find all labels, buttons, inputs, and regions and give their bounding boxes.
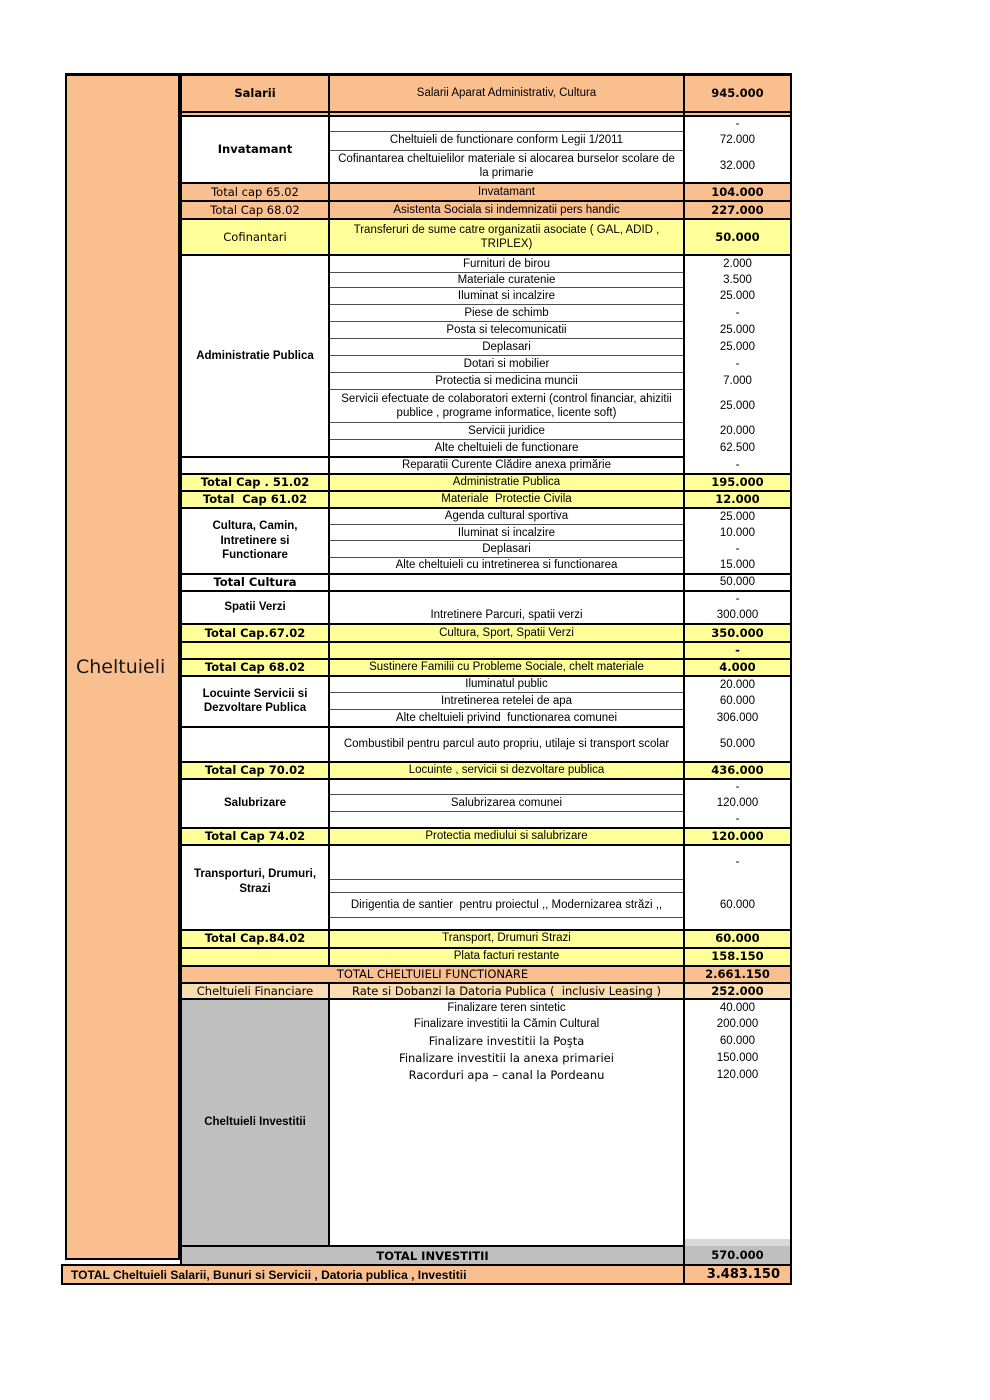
cell-desc: Rate si Dobanzi la Datoria Publica ( inclusiv Leasing ) <box>329 983 684 1000</box>
row-cofinantari <box>181 219 791 255</box>
cell-desc: Servicii juridice <box>329 423 684 440</box>
cell-desc: Salubrizarea comunei <box>329 795 684 812</box>
row-total-cap-5102 <box>181 474 791 491</box>
cell-label <box>181 457 329 474</box>
cell-value: 20.000 <box>684 423 791 440</box>
cell-desc: Posta si telecomunicatii <box>329 322 684 339</box>
cell-desc: Materiale curatenie <box>329 272 684 288</box>
row-total-cultura <box>181 574 791 591</box>
cell-value: 25.000 <box>684 390 791 423</box>
row-salubrizare-0 <box>181 779 791 795</box>
cell-value: - <box>684 457 791 474</box>
cell-desc: Deplasari <box>329 339 684 356</box>
cell-desc: Locuinte , servicii si dezvoltare publica <box>329 762 684 779</box>
cell-value: 350.000 <box>684 624 791 642</box>
cell-desc: Furnituri de birou <box>329 255 684 272</box>
cell-value: - <box>684 305 791 322</box>
cell-desc: Finalizare investitii la Cămin Cultural <box>329 1016 684 1033</box>
cell-value: 104.000 <box>684 183 791 201</box>
cell-value: - <box>684 356 791 373</box>
cell-value: 120.000 <box>684 795 791 812</box>
cell-desc: Dirigentia de santier pentru proiectul ,, Modernizarea străzi ,, <box>329 893 684 918</box>
row-salarii <box>181 75 791 112</box>
cell-value <box>684 1084 791 1239</box>
cell-value: 7.000 <box>684 373 791 390</box>
row-chelt-financiare <box>181 983 791 1000</box>
cell-section-label: Cultura, Camin, Intretinere si Functionare <box>181 508 329 574</box>
cell-value: 50.000 <box>684 574 791 591</box>
cell-label <box>181 642 329 659</box>
cell-desc: Finalizare investitii la anexa primariei <box>329 1050 684 1067</box>
expense-category-band <box>65 73 180 1260</box>
budget-table <box>180 73 792 1267</box>
cell-section-label: Salubrizare <box>181 779 329 828</box>
cell-label: Total Cap 61.02 <box>181 491 329 508</box>
cell-desc: Asistenta Sociala si indemnizatii pers handic <box>329 201 684 219</box>
cell-label: Total Cultura <box>181 574 329 591</box>
cell-value: 60.000 <box>684 893 791 918</box>
row-total-cap-7402 <box>181 828 791 845</box>
cell-label: Total Cap 68.02 <box>181 659 329 676</box>
cell-value <box>684 918 791 930</box>
row-empty-yellow <box>181 642 791 659</box>
cell-desc: Alte cheltuieli cu intretinerea si functionarea <box>329 558 684 574</box>
cell-desc: Alte cheltuieli privind functionarea comunei <box>329 710 684 727</box>
cell-desc: Deplasari <box>329 541 684 558</box>
grand-total-value: 3.483.150 <box>683 1266 790 1283</box>
cell-label: Total Cap.84.02 <box>181 930 329 948</box>
cell-desc: Protectia si medicina muncii <box>329 373 684 390</box>
cell-desc: Finalizare investitii la Poşta <box>329 1033 684 1050</box>
cell-value: 158.150 <box>684 948 791 966</box>
cell-section-label: Administratie Publica <box>181 255 329 457</box>
cell-desc <box>329 918 684 930</box>
cell-desc: Combustibil pentru parcul auto propriu, utilaje si transport scolar <box>329 727 684 762</box>
cell-label: Total Cap 74.02 <box>181 828 329 845</box>
cell-value: 32.000 <box>684 150 791 183</box>
cell-label <box>181 727 329 762</box>
cell-desc <box>329 1239 684 1246</box>
cell-desc: Sustinere Familii cu Probleme Sociale, chelt materiale <box>329 659 684 676</box>
cell-value: - <box>684 591 791 607</box>
cell-section-label: Spatii Verzi <box>181 591 329 624</box>
cell-value: 2.661.150 <box>684 966 791 983</box>
cell-label: Total Cap.67.02 <box>181 624 329 642</box>
cell-desc: Racorduri apa – canal la Pordeanu <box>329 1067 684 1084</box>
cell-desc: Iluminat si incalzire <box>329 288 684 305</box>
cell-value: 25.000 <box>684 288 791 305</box>
cell-value: 50.000 <box>684 727 791 762</box>
row-cultura-0 <box>181 508 791 525</box>
cell-label: Salarii <box>181 75 329 112</box>
grand-total-label: TOTAL Cheltuieli Salarii, Bunuri si Servicii , Datoria publica , Investitii <box>71 1267 467 1282</box>
row-empty-white <box>181 918 791 930</box>
row-transporturi-0 <box>181 845 791 880</box>
cell-label: Total Cap 70.02 <box>181 762 329 779</box>
cell-label: TOTAL INVESTITII <box>181 1246 684 1266</box>
cell-label: Total Cap 68.02 <box>181 201 329 219</box>
cell-desc: Alte cheltuieli de functionare <box>329 440 684 457</box>
row-spatii-0 <box>181 591 791 607</box>
row-combustibil <box>181 727 791 762</box>
row-plata-facturi <box>181 948 791 966</box>
row-total-cap-6802a <box>181 201 791 219</box>
cell-value: - <box>684 845 791 880</box>
cell-desc <box>329 812 684 828</box>
cell-value: 945.000 <box>684 75 791 112</box>
row-total-cap-6502 <box>181 183 791 201</box>
cell-section-label: Invatamant <box>181 116 329 184</box>
cell-value: 60.000 <box>684 693 791 710</box>
cell-label <box>181 918 329 930</box>
cell-desc: Piese de schimb <box>329 305 684 322</box>
cell-section-label: Transporturi, Drumuri, Strazi <box>181 845 329 918</box>
cell-value: 20.000 <box>684 676 791 693</box>
cell-value: - <box>684 642 791 659</box>
row-reparatii <box>181 457 791 474</box>
cell-value: 15.000 <box>684 558 791 574</box>
cell-desc: Cultura, Sport, Spatii Verzi <box>329 624 684 642</box>
cell-value: 252.000 <box>684 983 791 1000</box>
cell-value: 60.000 <box>684 1033 791 1050</box>
cell-value: 200.000 <box>684 1016 791 1033</box>
cell-value: 3.500 <box>684 272 791 288</box>
cell-value: 150.000 <box>684 1050 791 1067</box>
cell-value: 50.000 <box>684 219 791 255</box>
grand-total-row <box>61 1264 792 1285</box>
cell-section-label: Locuinte Servicii si Dezvoltare Publica <box>181 676 329 727</box>
cell-value: 2.000 <box>684 255 791 272</box>
cell-desc: Dotari si mobilier <box>329 356 684 373</box>
cell-value: 570.000 <box>684 1246 791 1266</box>
row-invatamant-0 <box>181 116 791 132</box>
cell-value: 4.000 <box>684 659 791 676</box>
row-total-cap-8402 <box>181 930 791 948</box>
cell-desc: Iluminatul public <box>329 676 684 693</box>
cell-desc: Salarii Aparat Administrativ, Cultura <box>329 75 684 112</box>
cell-value: 306.000 <box>684 710 791 727</box>
row-total-cap-7002 <box>181 762 791 779</box>
cell-label: Total cap 65.02 <box>181 183 329 201</box>
cell-label <box>181 948 329 966</box>
cell-value: - <box>684 779 791 795</box>
cell-desc: Intretinerea retelei de apa <box>329 693 684 710</box>
cell-desc: Administratie Publica <box>329 474 684 491</box>
cell-desc: Iluminat si incalzire <box>329 525 684 541</box>
cell-desc <box>329 880 684 893</box>
cell-desc: Intretinere Parcuri, spatii verzi <box>329 607 684 624</box>
cell-value: - <box>684 116 791 132</box>
cell-desc: Protectia mediului si salubrizare <box>329 828 684 845</box>
cell-value <box>684 1239 791 1246</box>
cell-value: 300.000 <box>684 607 791 624</box>
cell-desc <box>329 642 684 659</box>
cell-desc: Agenda cultural sportiva <box>329 508 684 525</box>
cell-value: 25.000 <box>684 508 791 525</box>
cell-label: Total Cap . 51.02 <box>181 474 329 491</box>
cell-desc <box>329 116 684 132</box>
row-admin-0 <box>181 255 791 272</box>
cell-value <box>684 880 791 893</box>
cell-label: Cofinantari <box>181 219 329 255</box>
cell-value: 25.000 <box>684 322 791 339</box>
cell-desc <box>329 591 684 607</box>
cell-value: 62.500 <box>684 440 791 457</box>
cell-desc: Finalizare teren sintetic <box>329 999 684 1016</box>
cell-desc <box>329 779 684 795</box>
cell-section-label: Cheltuieli Investitii <box>181 999 329 1246</box>
row-investitii-0 <box>181 999 791 1016</box>
cell-desc: Cofinantarea cheltuielilor materiale si alocarea burselor scolare de la primarie <box>329 150 684 183</box>
cell-desc: Invatamant <box>329 183 684 201</box>
cell-value: 10.000 <box>684 525 791 541</box>
row-total-cap-6802b <box>181 659 791 676</box>
cell-desc <box>329 1084 684 1239</box>
band-label: Cheltuieli <box>76 656 166 678</box>
row-locuinte-0 <box>181 676 791 693</box>
cell-desc: Plata facturi restante <box>329 948 684 966</box>
cell-label: TOTAL CHELTUIELI FUNCTIONARE <box>181 966 684 983</box>
row-total-cap-6702 <box>181 624 791 642</box>
row-total-functionare <box>181 966 791 983</box>
cell-value: 25.000 <box>684 339 791 356</box>
row-total-cap-6102 <box>181 491 791 508</box>
cell-value: - <box>684 541 791 558</box>
cell-value: 72.000 <box>684 131 791 150</box>
cell-desc: Materiale Protectie Civila <box>329 491 684 508</box>
cell-value: 60.000 <box>684 930 791 948</box>
cell-value: 120.000 <box>684 828 791 845</box>
cell-value: 227.000 <box>684 201 791 219</box>
cell-desc: Cheltuieli de functionare conform Legii 1/2011 <box>329 131 684 150</box>
cell-desc <box>329 845 684 880</box>
cell-desc <box>329 574 684 591</box>
cell-desc: Servicii efectuate de colaboratori externi (control financiar, ahizitii publice , programe informatice, licente soft) <box>329 390 684 423</box>
cell-value: 195.000 <box>684 474 791 491</box>
cell-desc: Transferuri de sume catre organizatii asociate ( GAL, ADID , TRIPLEX) <box>329 219 684 255</box>
cell-label: Cheltuieli Financiare <box>181 983 329 1000</box>
cell-desc: Transport, Drumuri Strazi <box>329 930 684 948</box>
cell-desc: Reparatii Curente Clădire anexa primărie <box>329 457 684 474</box>
cell-value: 436.000 <box>684 762 791 779</box>
cell-value: 40.000 <box>684 999 791 1016</box>
cell-value: 12.000 <box>684 491 791 508</box>
cell-value: 120.000 <box>684 1067 791 1084</box>
cell-value: - <box>684 812 791 828</box>
